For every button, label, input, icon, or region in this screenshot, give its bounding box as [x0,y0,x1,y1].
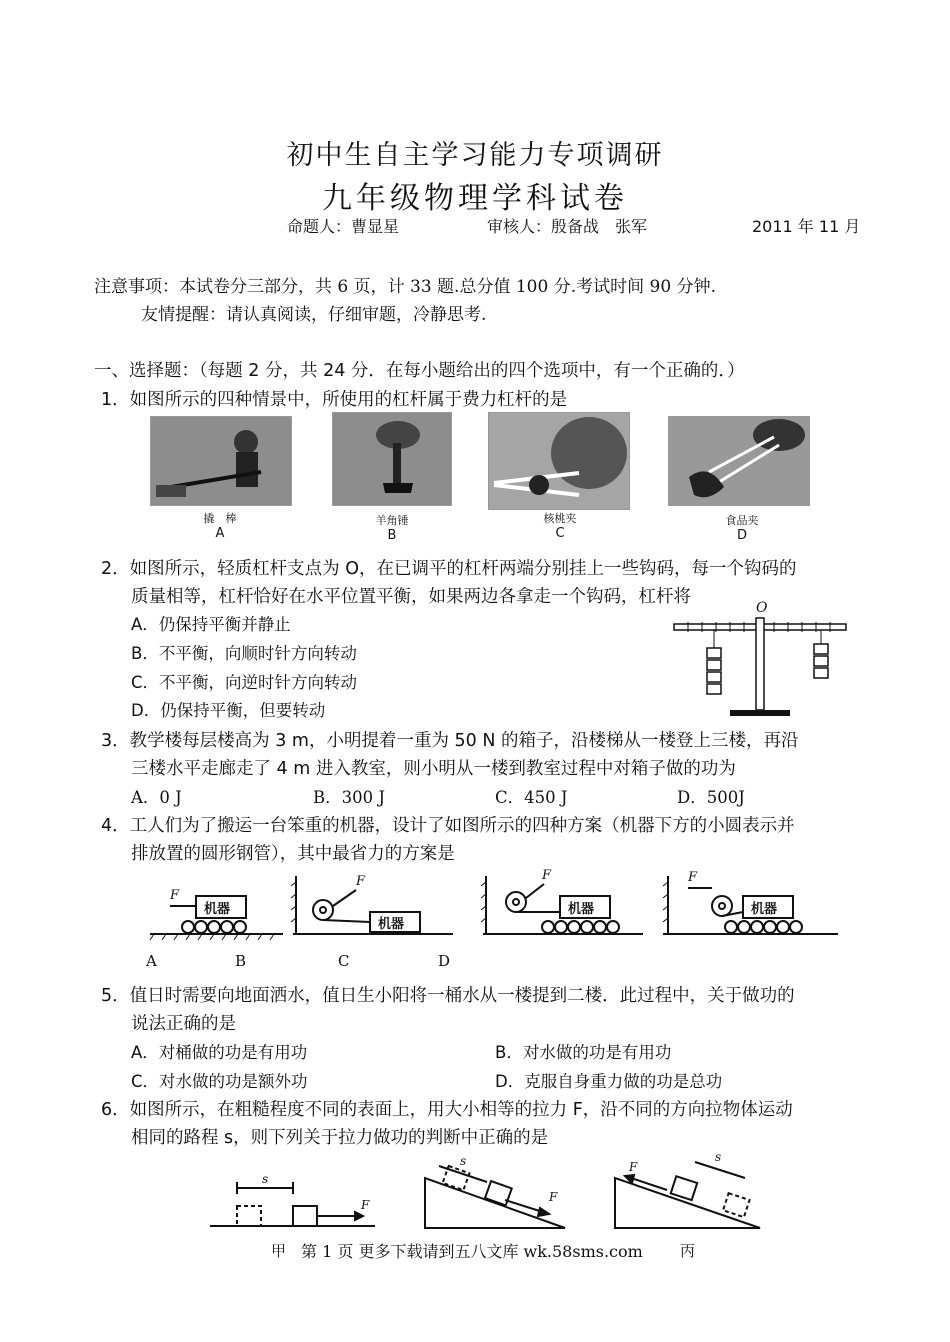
q3-option-b: B．300 J [313,788,385,807]
force-label-a: F [170,888,180,903]
q1-letter-b: B [387,528,397,543]
q2-stem-line1: 2．如图所示，轻质杠杆支点为 O，在已调平的杠杆两端分别挂上一些钩码，每一个钩码的 [101,559,797,579]
q1-caption-b: 羊角锤 [375,514,409,527]
notice-line1: 注意事项：本试卷分三部分，共 6 页，计 33 题.总分值 100 分.考试时间 90 分钟. [94,277,716,297]
s-label-yi: s [460,1154,467,1168]
q3-stem-line2: 三楼水平走廊走了 4 m 进入教室，则小明从一楼到教室过程中对箱子做的功为 [131,759,736,779]
q5-option-c: C．对水做的功是额外功 [131,1072,308,1091]
q5-stem-line2: 说法正确的是 [131,1014,236,1034]
exam-title-line1: 初中生自主学习能力专项调研 [286,140,664,171]
q3-option-d: D．500J [677,788,745,807]
q6-fig-label-jia: 甲 [271,1242,287,1260]
crowbar-photo [150,416,292,506]
q3-stem-line1: 3．教学楼每层楼高为 3 m，小明提着一重为 50 N 的箱子，沿楼梯从一楼登上三楼，再沿 [101,731,799,751]
notice-line2: 友情提醒：请认真阅读，仔细审题，冷静思考. [141,305,487,325]
exam-date: 2011 年 11 月 [752,217,861,236]
q4-letter-d: D [438,952,451,970]
page-footer: 第 1 页 更多下载请到五八文库 wk.58sms.com [301,1242,643,1261]
q6-stem-line1: 6．如图所示，在粗糙程度不同的表面上，用大小相等的拉力 F，沿不同的方向拉物体运动 [101,1100,793,1120]
q4-letter-c: C [338,952,350,970]
machine-label-c: 机器 [568,902,595,917]
f-label-yi: F [549,1190,558,1204]
q6-fig-label-bing: 丙 [680,1242,696,1260]
q6-figure [205,1148,765,1236]
q4-stem-line2: 排放置的圆形钢管），其中最省力的方案是 [131,844,455,864]
author: 命题人：曹显星 [287,217,400,236]
force-label-b: F [356,874,366,889]
q5-option-b: B．对水做的功是有用功 [495,1043,672,1062]
s-label-jia: s [262,1172,269,1186]
nutcracker-photo [488,412,630,510]
machine-label-a: 机器 [204,902,231,917]
section1-heading: 一、选择题：（每题 2 分，共 24 分．在每小题给出的四个选项中，有一个正确的．） [94,361,745,381]
f-label-jia: F [361,1198,370,1212]
f-label-bing: F [629,1160,638,1174]
q4-figure [148,868,848,948]
q2-option-c: C．不平衡，向逆时针方向转动 [131,673,358,692]
q2-option-d: D．仍保持平衡，但要转动 [131,701,326,720]
q6-stem-line2: 相同的路程 s，则下列关于拉力做功的判断中正确的是 [131,1128,549,1148]
force-label-d: F [688,870,698,885]
q3-option-a: A．0 J [131,788,182,807]
claw-hammer-photo [332,412,452,506]
exam-title-line2: 九年级物理学科试卷 [322,181,628,216]
q2-option-a: A．仍保持平衡并静止 [131,615,291,634]
pivot-label: O [756,600,768,616]
q3-option-c: C．450 J [495,788,568,807]
q1-figure [140,408,815,548]
machine-label-d: 机器 [751,902,778,917]
q1-letter-d: D [736,528,747,543]
q2-lever-figure [668,600,853,720]
q5-stem-line1: 5．值日时需要向地面洒水，值日生小阳将一桶水从一楼提到二楼．此过程中，关于做功的 [101,986,795,1006]
q2-stem-line2: 质量相等，杠杆恰好在水平位置平衡，如果两边各拿走一个钩码，杠杆将 [131,587,691,607]
q2-option-b: B．不平衡，向顺时针方向转动 [131,644,357,663]
q1-caption-a: 撬 棒 [203,512,237,525]
q1-letter-c: C [555,526,565,541]
food-tongs-photo [668,416,810,506]
q1-caption-d: 食品夹 [725,514,759,527]
force-label-c: F [542,868,552,883]
q1-stem: 1．如图所示的四种情景中，所使用的杠杆属于费力杠杆的是 [101,390,568,410]
reviewer: 审核人：殷备战 张军 [487,217,648,236]
q4-letter-a: A [146,952,157,970]
q1-letter-a: A [215,526,225,541]
s-label-bing: s [715,1150,722,1164]
q4-letter-b: B [235,952,247,970]
q5-option-d: D．克服自身重力做的功是总功 [495,1072,723,1091]
q1-caption-c: 核桃夹 [543,512,577,525]
q4-stem-line1: 4．工人们为了搬运一台笨重的机器，设计了如图所示的四种方案（机器下方的小圆表示并 [101,816,795,836]
q5-option-a: A．对桶做的功是有用功 [131,1043,308,1062]
machine-label-b: 机器 [378,917,405,932]
